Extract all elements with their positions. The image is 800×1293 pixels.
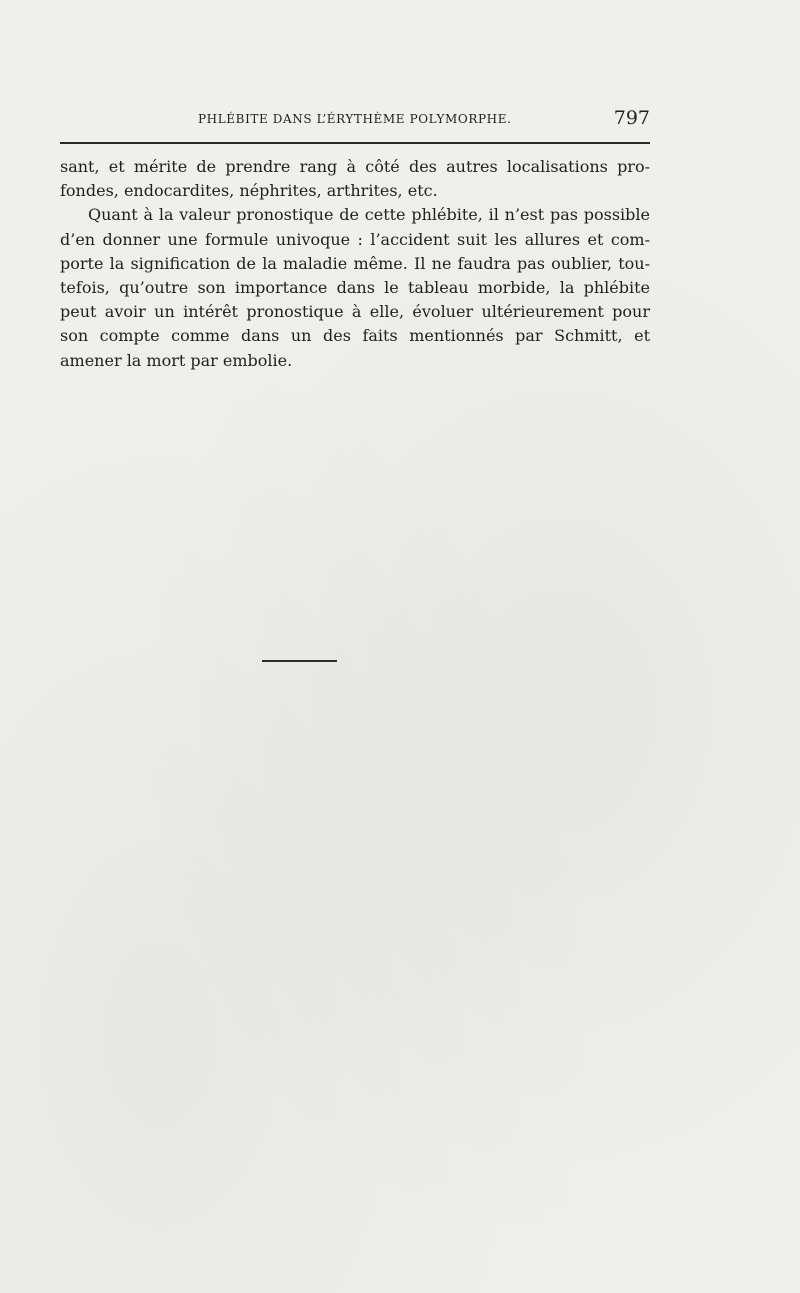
header-rule — [60, 142, 650, 144]
text-line: porte la signification de la maladie même. Il ne faudra pas oublier, tou- — [60, 253, 650, 273]
running-title: PHLÉBITE DANS L’ÉRYTHÈME POLYMORPHE. — [198, 112, 512, 126]
text-line: son compte comme dans un des faits mentionnés par Schmitt, et — [60, 326, 650, 346]
text-line: tefois, qu’outre son importance dans le tableau morbide, la phlébite — [60, 278, 650, 298]
text-line: sant, et mérite de prendre rang à côté des autres localisations pro- — [60, 157, 650, 176]
text-line: peut avoir un intérêt pronostique à elle, évoluer ultérieurement pour — [60, 302, 650, 322]
paragraph-2 — [60, 203, 650, 372]
paragraph-1 — [60, 155, 650, 203]
page-number: 797 — [613, 107, 650, 129]
text-line: d’en donner une formule univoque : l’accident suit les allures et com- — [60, 229, 650, 249]
page-header — [60, 107, 650, 133]
section-divider — [262, 660, 337, 662]
text-line: fondes, endocardites, néphrites, arthrites, etc. — [60, 181, 438, 201]
text-line: Quant à la valeur pronostique de cette phlébite, il n’est pas possible — [88, 205, 650, 225]
body-text — [60, 155, 650, 373]
text-line: amener la mort par embolie. — [60, 350, 293, 370]
